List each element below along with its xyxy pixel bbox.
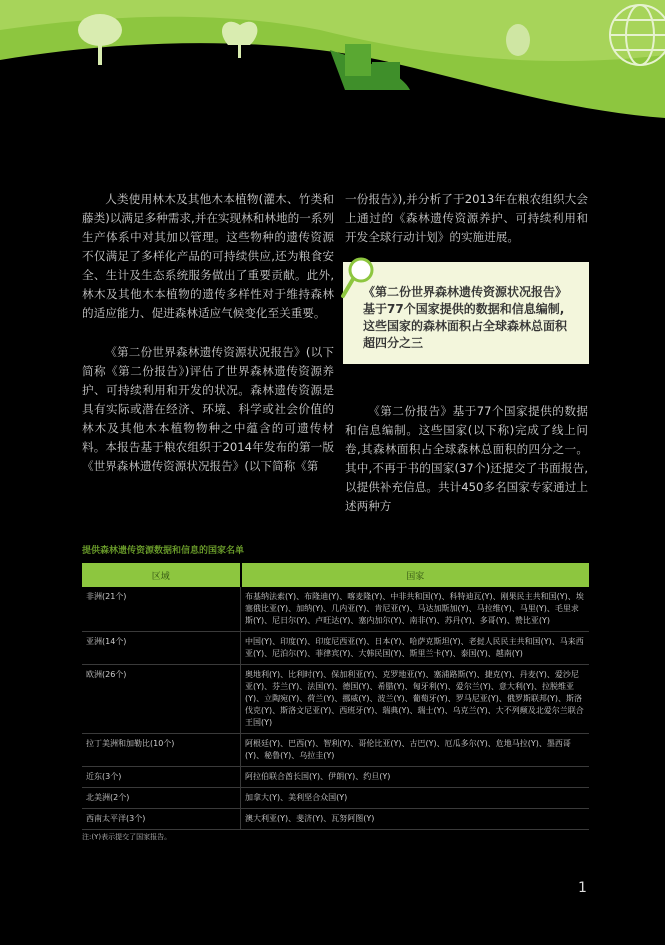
countries-cell: 澳大利亚(Y)、斐济(Y)、瓦努阿图(Y) — [241, 809, 590, 830]
countries-cell: 阿拉伯联合酋长国(Y)、伊朗(Y)、约旦(Y) — [241, 767, 590, 788]
column-header: 区域 — [82, 563, 241, 587]
region-cell: 近东(3个) — [82, 767, 241, 788]
countries-cell: 中国(Y)、印度(Y)、印度尼西亚(Y)、日本(Y)、哈萨克斯坦(Y)、老挝人民民主共和国(Y)、马来西亚(Y)、尼泊尔(Y)、菲律宾(Y)、大韩民国(Y)、斯里兰卡(Y)、泰国(Y)、越南(Y) — [241, 632, 590, 665]
region-cell: 欧洲(26个) — [82, 665, 241, 734]
region-cell: 拉丁美洲和加勒比(10个) — [82, 734, 241, 767]
paragraph: 《第二份世界森林遗传资源状况报告》(以下简称《第二份报告》)评估了世界森林遗传资源养护、可持续利用和开发的状况。森林遗传资源是具有实际或潜在经济、环境、科学或社会价值的林木及其他木本植物物种之中蕴含的可遗传材料。本报告基于粮农组织于2014年发布的第一版《世界森林遗传资源状况报告》(以下简称《第 — [82, 345, 334, 473]
paragraph: 人类使用林木及其他木本植物(灌木、竹类和藤类)以满足多种需求,并在实现林和林地的一系列生产体系中对其加以管理。这些物种的遗传资源不仅满足了多样化产品的可持续供应,还为粮食安全、生计及生态系统服务做出了重要贡献。此外,林木及其他木本植物的遗传多样性对于维持森林的适应能力、促进森林适应气候变化至关重要。 — [82, 192, 334, 320]
header-banner — [0, 0, 665, 120]
column-header: 国家 — [241, 563, 590, 587]
right-text-column-bottom — [345, 402, 588, 516]
table-header-row — [82, 563, 589, 587]
table-row — [82, 767, 589, 788]
table-row — [82, 665, 589, 734]
table-row — [82, 632, 589, 665]
countries-cell: 布基纳法索(Y)、布隆迪(Y)、喀麦隆(Y)、中非共和国(Y)、科特迪瓦(Y)、刚果民主共和国(Y)、埃塞俄比亚(Y)、加纳(Y)、几内亚(Y)、肯尼亚(Y)、马达加斯加(Y)、马拉维(Y)、马里(Y)、毛里求斯(Y)、尼日尔(Y)、卢旺达(Y)、塞内加尔(Y)、南非(Y)、苏丹(Y)、多哥(Y)、赞比亚(Y) — [241, 587, 590, 632]
table-note: 注:(Y)表示提交了国家报告。 — [82, 833, 172, 841]
region-cell: 西南太平洋(3个) — [82, 809, 241, 830]
countries-cell: 阿根廷(Y)、巴西(Y)、智利(Y)、哥伦比亚(Y)、古巴(Y)、厄瓜多尔(Y)、危地马拉(Y)、墨西哥(Y)、秘鲁(Y)、乌拉圭(Y) — [241, 734, 590, 767]
region-cell: 亚洲(14个) — [82, 632, 241, 665]
table-row — [82, 809, 589, 830]
region-cell: 北美洲(2个) — [82, 788, 241, 809]
countries-cell: 加拿大(Y)、美利坚合众国(Y) — [241, 788, 590, 809]
table-row — [82, 734, 589, 767]
table-row — [82, 788, 589, 809]
left-text-column — [82, 190, 334, 496]
table-row — [82, 587, 589, 632]
table-title: 提供森林遗传资源数据和信息的国家名单 — [82, 546, 245, 556]
paragraph: 一份报告》),并分析了于2013年在粮农组织大会上通过的《森林遗传资源养护、可持续利用和开发全球行动计划》的实施进展。 — [345, 192, 588, 244]
callout-box — [343, 262, 589, 364]
region-cell: 非洲(21个) — [82, 587, 241, 632]
paragraph: 《第二份报告》基于77个国家提供的数据和信息编制。这些国家(以下称)完成了线上问卷,其森林面积占全球森林总面积的四分之一。其中,不再于书的国家(37个)还提交了书面报告,以提供补充信息。共计450多名国家专家通过上述两种方 — [345, 404, 588, 513]
right-text-column-top — [345, 190, 588, 247]
callout-text: 《第二份世界森林遗传资源状况报告》基于77个国家提供的数据和信息编制,这些国家的森林面积占全球森林总面积超四分之三 — [363, 285, 568, 350]
countries-cell: 奥地利(Y)、比利时(Y)、保加利亚(Y)、克罗地亚(Y)、塞浦路斯(Y)、捷克(Y)、丹麦(Y)、爱沙尼亚(Y)、芬兰(Y)、法国(Y)、德国(Y)、希腊(Y)、匈牙利(Y)、爱尔兰(Y)、意大利(Y)、拉脱维亚(Y)、立陶宛(Y)、荷兰(Y)、挪威(Y)、波兰(Y)、葡萄牙(Y)、罗马尼亚(Y)、俄罗斯联邦(Y)、斯洛伐克(Y)、斯洛文尼亚(Y)、西班牙(Y)、瑞典(Y)、瑞士(Y)、乌克兰(Y)、大不列颠及北爱尔兰联合王国(Y) — [241, 665, 590, 734]
page-number: 1 — [578, 880, 587, 896]
ginkgo-leaf-icon — [506, 24, 530, 56]
country-table — [82, 563, 589, 830]
